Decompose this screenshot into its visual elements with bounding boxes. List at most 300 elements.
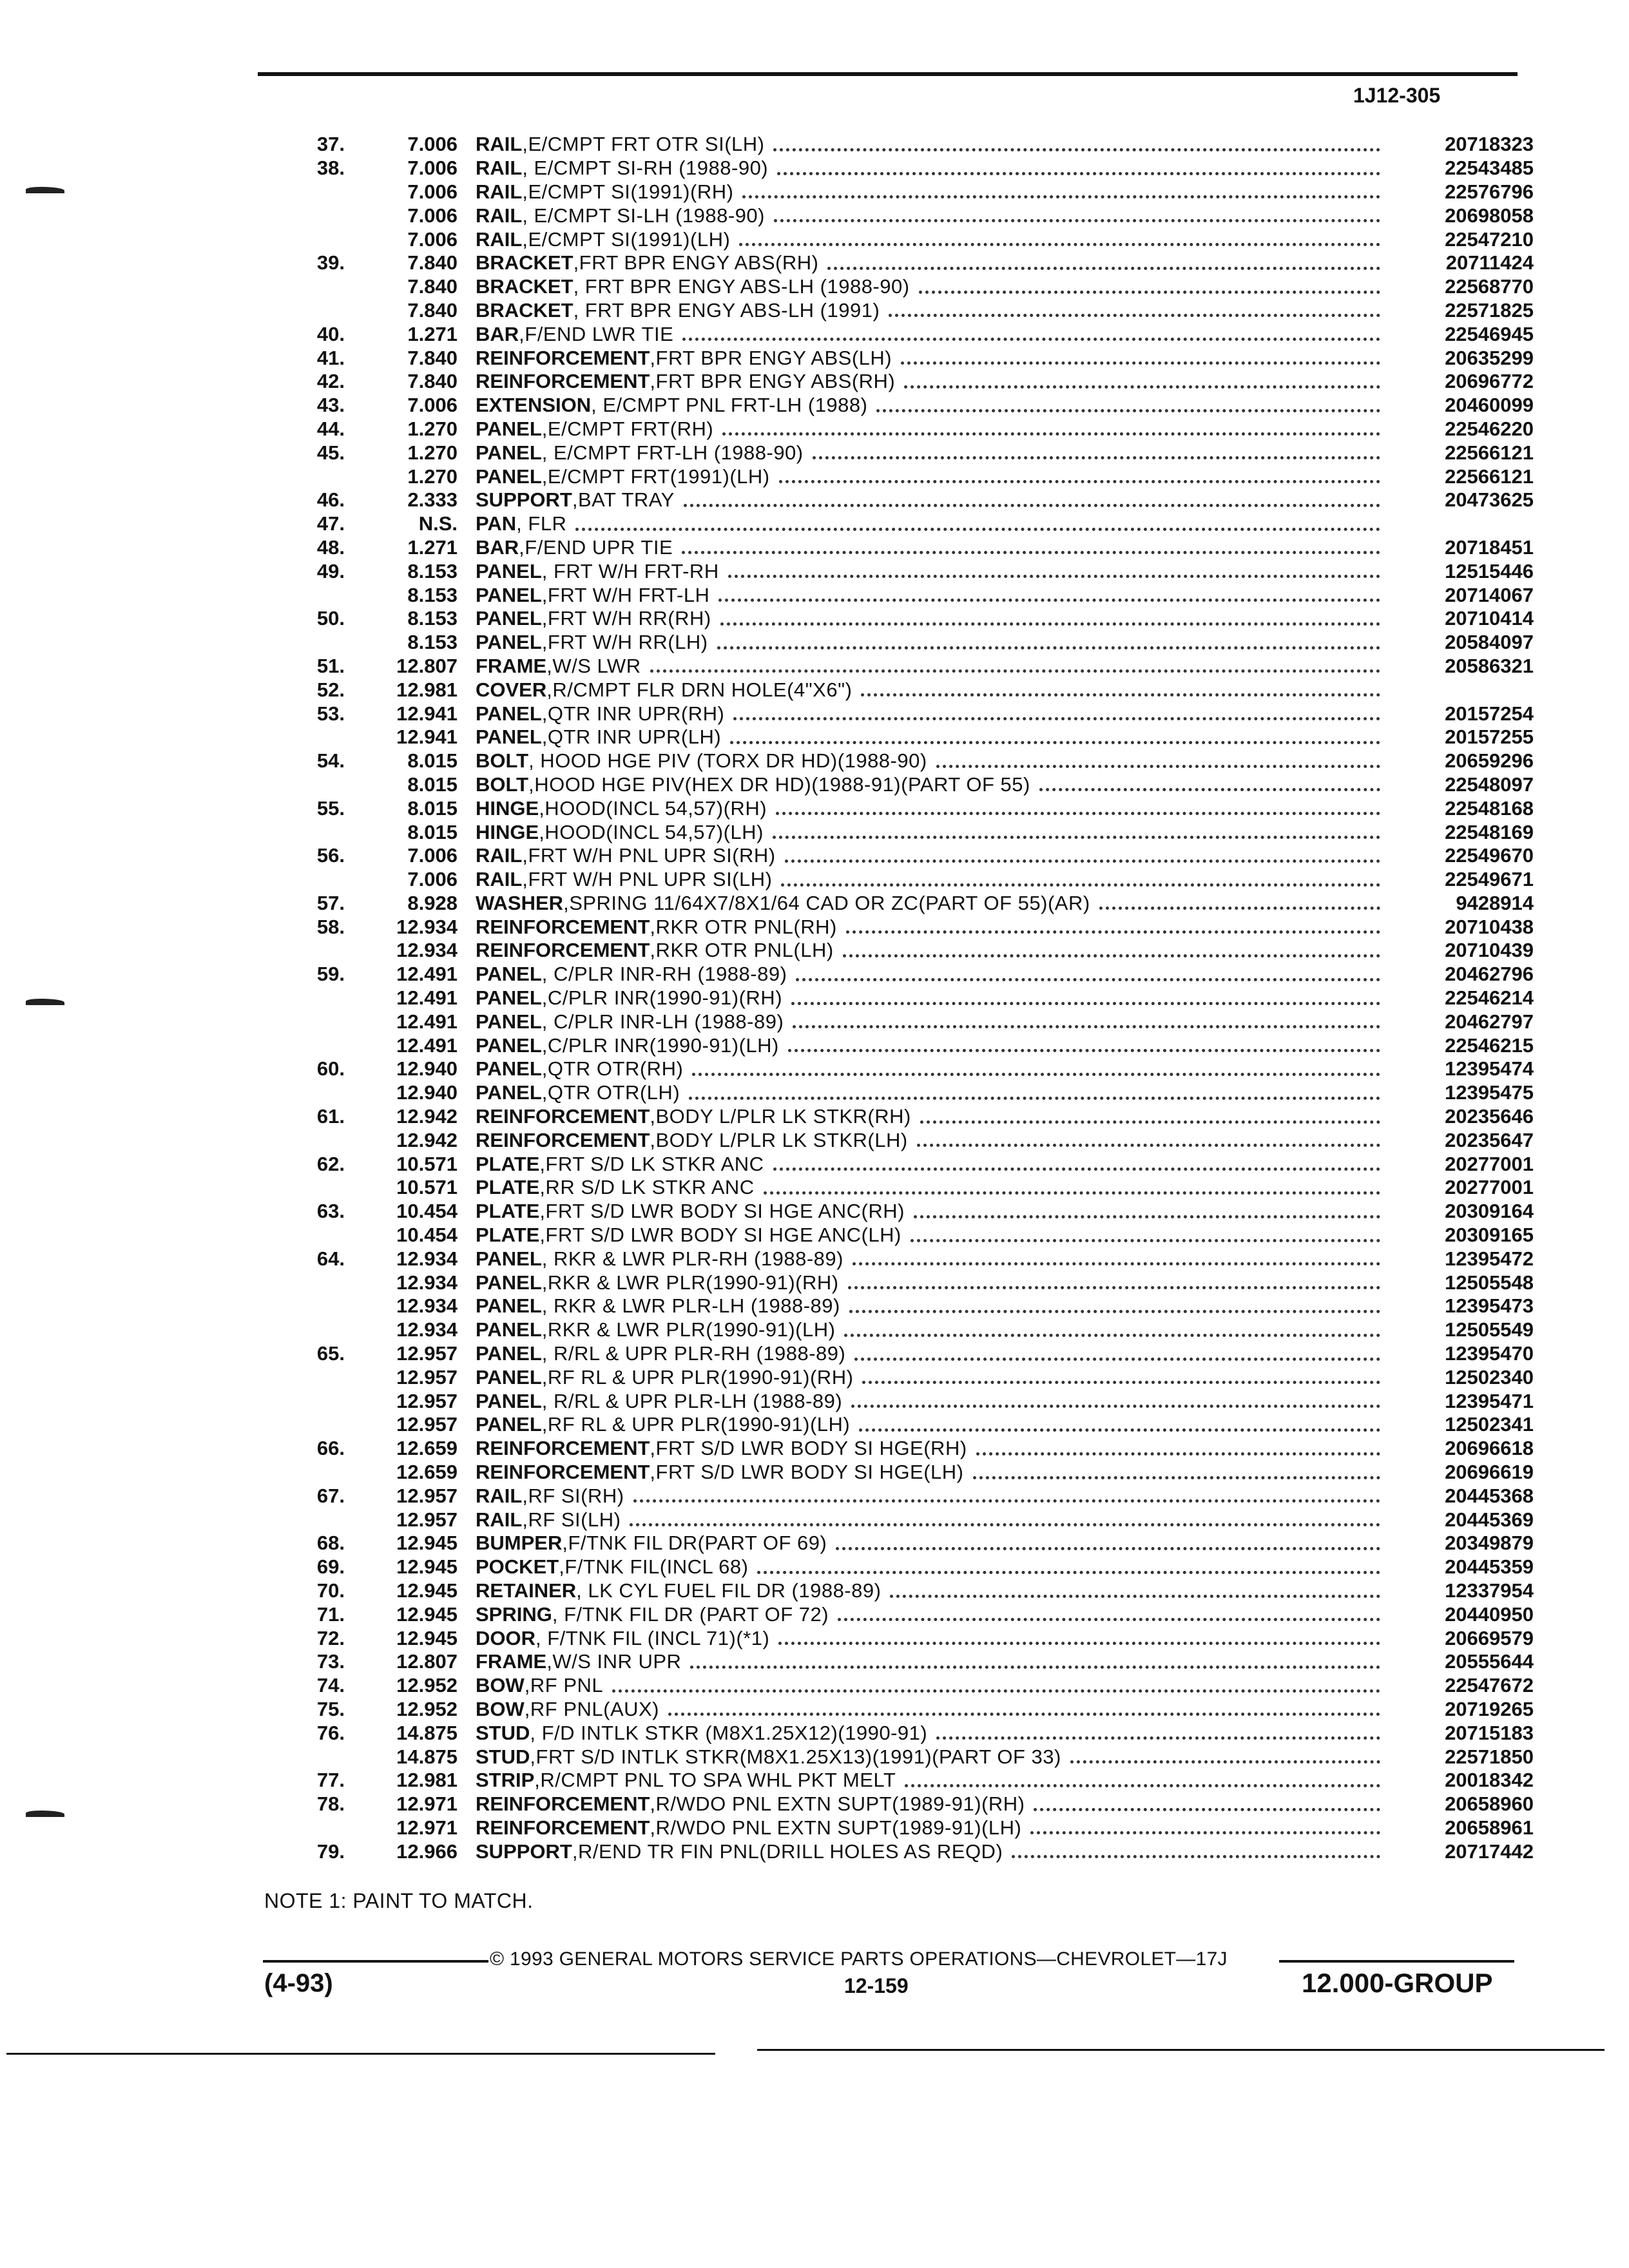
part-description [476, 749, 1392, 773]
part-detail: , LK CYL FUEL FIL DR (1988-89) [576, 1579, 882, 1602]
group-number: 12.491 [396, 1010, 458, 1033]
part-name: REINFORCEMENT [476, 915, 650, 938]
part-row [277, 1792, 1534, 1816]
group-number: 12.957 [396, 1365, 458, 1389]
part-row [277, 1602, 1534, 1626]
part-row [277, 1437, 1534, 1461]
part-description [476, 939, 1392, 962]
dot-leader [1039, 788, 1380, 791]
part-description [476, 986, 1392, 1010]
group-number: 12.934 [396, 939, 458, 962]
part-description [476, 1294, 1392, 1318]
part-detail: ,FRT S/D LWR BODY SI HGE(RH) [650, 1437, 967, 1460]
part-number: 20445368 [1445, 1484, 1534, 1507]
group-number: 12.945 [396, 1602, 458, 1626]
part-description [476, 1057, 1392, 1081]
part-detail: ,F/TNK FIL DR(PART OF 69) [562, 1532, 827, 1555]
part-number: 22548097 [1445, 773, 1534, 796]
dot-leader [862, 1381, 1380, 1384]
part-description [476, 1010, 1392, 1033]
group-number: 12.807 [396, 654, 458, 677]
part-description [476, 631, 1392, 654]
group-number: 12.659 [396, 1437, 458, 1460]
part-name: PANEL [476, 1057, 542, 1081]
part-row [277, 370, 1534, 394]
group-number: 7.006 [407, 180, 458, 203]
part-description [476, 1034, 1392, 1057]
part-number: 20277001 [1445, 1152, 1534, 1175]
group-number: 12.981 [396, 678, 458, 701]
dot-leader [690, 1666, 1380, 1669]
part-description [476, 773, 1392, 796]
part-name: REINFORCEMENT [476, 346, 650, 369]
part-name: COVER [476, 678, 547, 701]
dot-leader [936, 1736, 1380, 1740]
part-row [277, 1816, 1534, 1840]
part-detail: , C/PLR INR-LH (1988-89) [541, 1010, 784, 1033]
part-description [476, 299, 1392, 322]
part-description [476, 1153, 1392, 1176]
part-name: RAIL [476, 1508, 523, 1531]
part-description [476, 275, 1392, 298]
dot-leader [919, 291, 1380, 294]
part-row [277, 251, 1534, 275]
part-row [277, 583, 1534, 607]
group-number: 12.952 [396, 1697, 458, 1720]
part-row [277, 1176, 1534, 1200]
part-name: REINFORCEMENT [476, 1816, 650, 1839]
dot-leader [717, 646, 1380, 649]
part-name: PLATE [476, 1224, 540, 1247]
item-number: 63. [316, 1200, 345, 1223]
part-number: 20555644 [1445, 1650, 1534, 1673]
group-number: 12.981 [396, 1769, 458, 1792]
dot-leader [722, 432, 1380, 436]
part-detail: , F/TNK FIL DR (PART OF 72) [552, 1602, 829, 1626]
group-number: 12.945 [396, 1626, 458, 1649]
group-number: 7.840 [407, 370, 458, 393]
dot-leader [914, 1215, 1380, 1218]
dot-leader [764, 1191, 1380, 1195]
part-number: 20018342 [1445, 1769, 1534, 1792]
part-detail: ,HOOD(INCL 54,57)(RH) [539, 796, 767, 820]
dot-leader [793, 1025, 1380, 1028]
part-detail: ,F/END UPR TIE [519, 535, 673, 559]
group-number: 12.934 [396, 1294, 458, 1318]
part-number: 22546214 [1445, 986, 1534, 1010]
part-description [476, 1224, 1392, 1247]
part-number: 12337954 [1445, 1579, 1534, 1602]
part-detail: ,RF RL & UPR PLR(1990-91)(LH) [541, 1413, 851, 1436]
part-name: REINFORCEMENT [476, 939, 650, 962]
part-name: PANEL [476, 963, 542, 986]
part-name: PLATE [476, 1176, 540, 1199]
part-row [277, 1057, 1534, 1081]
group-number: 12.966 [396, 1840, 458, 1863]
dot-leader [849, 1310, 1380, 1313]
dot-leader [650, 669, 1380, 673]
group-number: 12.957 [396, 1389, 458, 1412]
part-name: PANEL [476, 583, 542, 606]
dot-leader [773, 148, 1380, 151]
part-detail: ,FRT S/D LWR BODY SI HGE ANC(RH) [539, 1200, 905, 1223]
part-description [476, 1413, 1392, 1436]
item-number: 38. [316, 157, 345, 180]
dot-leader [730, 741, 1380, 744]
part-name: BRACKET [476, 251, 574, 274]
dot-leader [788, 1049, 1380, 1052]
part-number: 20714067 [1445, 583, 1534, 606]
part-name: PANEL [476, 1365, 542, 1389]
part-name: SUPPORT [476, 488, 572, 512]
part-description [476, 1200, 1392, 1223]
dot-leader [827, 267, 1380, 270]
part-number: 20717442 [1445, 1840, 1534, 1863]
part-description [476, 204, 1392, 227]
group-number: 12.941 [396, 702, 458, 725]
binder-hole-mark [26, 1811, 64, 1817]
part-description [476, 844, 1392, 867]
item-number: 39. [316, 251, 345, 274]
part-description [476, 1650, 1392, 1673]
part-row [277, 1224, 1534, 1247]
part-name: RAIL [476, 227, 523, 251]
part-detail: ,FRT S/D LWR BODY SI HGE(LH) [650, 1461, 964, 1484]
part-row [277, 1650, 1534, 1674]
dot-leader [739, 243, 1380, 246]
dot-leader [854, 1358, 1380, 1361]
dot-leader [890, 1595, 1380, 1598]
dot-leader [682, 338, 1380, 341]
part-name: BAR [476, 535, 519, 559]
dot-leader [773, 1168, 1380, 1171]
part-name: POCKET [476, 1555, 559, 1579]
part-row [277, 1413, 1534, 1437]
part-detail: ,FRT W/H FRT-LH [541, 583, 710, 606]
part-row [277, 441, 1534, 465]
part-row [277, 1294, 1534, 1318]
part-detail: , E/CMPT PNL FRT-LH (1988) [591, 394, 868, 417]
part-row [277, 773, 1534, 797]
group-number: 8.153 [407, 631, 458, 654]
part-name: REINFORCEMENT [476, 1792, 650, 1816]
part-detail: , F/D INTLK STKR (M8X1.25X12)(1990-91) [530, 1721, 928, 1744]
dot-leader [630, 1523, 1380, 1526]
part-row [277, 915, 1534, 939]
part-name: SPRING [476, 1602, 552, 1626]
part-row [277, 607, 1534, 631]
group-number: 12.934 [396, 1271, 458, 1294]
item-number: 41. [316, 346, 345, 369]
part-number: 22548169 [1445, 820, 1534, 843]
dot-leader [851, 1405, 1380, 1408]
group-number: 1.270 [407, 417, 458, 440]
part-number: 22566121 [1445, 441, 1534, 464]
part-name: WASHER [476, 891, 564, 914]
part-description [476, 180, 1392, 204]
dot-leader [843, 954, 1380, 957]
group-number: 7.840 [407, 275, 458, 298]
part-row [277, 844, 1534, 868]
part-name: SUPPORT [476, 1840, 572, 1863]
part-description [476, 868, 1392, 891]
dot-leader [905, 1784, 1380, 1787]
part-description [476, 1437, 1392, 1460]
dot-leader [813, 456, 1380, 459]
part-description [476, 1769, 1392, 1792]
part-description [476, 916, 1392, 939]
part-row [277, 1389, 1534, 1413]
item-number: 58. [316, 915, 345, 938]
part-detail: ,FRT W/H PNL UPR SI(LH) [522, 868, 773, 891]
part-detail: , HOOD HGE PIV (TORX DR HD)(1988-90) [528, 749, 927, 773]
part-number: 20669579 [1445, 1626, 1534, 1649]
part-number: 22546215 [1445, 1033, 1534, 1057]
part-detail: ,FRT S/D LWR BODY SI HGE ANC(LH) [539, 1224, 901, 1247]
item-number: 56. [316, 844, 345, 867]
part-detail: , RKR & LWR PLR-LH (1988-89) [541, 1294, 840, 1318]
group-number: 1.270 [407, 465, 458, 488]
part-description [476, 418, 1392, 441]
part-detail: ,RKR OTR PNL(RH) [650, 915, 837, 938]
part-row [277, 1318, 1534, 1342]
part-number: 12515446 [1445, 559, 1534, 582]
part-number: 20658961 [1445, 1816, 1534, 1839]
part-description [476, 1342, 1392, 1365]
part-row [277, 227, 1534, 251]
part-row [277, 939, 1534, 963]
part-name: REINFORCEMENT [476, 370, 650, 393]
part-number: 20157255 [1445, 726, 1534, 749]
item-number: 72. [316, 1626, 345, 1649]
group-number: 12.957 [396, 1342, 458, 1365]
group-number: 7.006 [407, 394, 458, 417]
group-number: 12.491 [396, 1033, 458, 1057]
part-name: RAIL [476, 204, 523, 227]
part-detail: ,FRT S/D LK STKR ANC [539, 1152, 764, 1175]
dot-leader [889, 314, 1380, 317]
part-number: 22549671 [1445, 868, 1534, 891]
item-number: 54. [316, 749, 345, 773]
dot-leader [1070, 1760, 1380, 1763]
dot-leader [936, 765, 1380, 768]
part-detail: ,R/END TR FIN PNL(DRILL HOLES AS REQD) [572, 1840, 1003, 1863]
part-row [277, 1840, 1534, 1863]
part-row [277, 1271, 1534, 1294]
group-number: 8.015 [407, 773, 458, 796]
group-number: 12.957 [396, 1484, 458, 1507]
part-name: RAIL [476, 180, 523, 203]
part-number: 20696619 [1445, 1461, 1534, 1484]
part-description [476, 1579, 1392, 1602]
dot-leader [1012, 1855, 1380, 1858]
group-number: 10.454 [396, 1224, 458, 1247]
part-detail: ,HOOD(INCL 54,57)(LH) [539, 820, 764, 843]
part-detail: ,C/PLR INR(1990-91)(RH) [541, 986, 783, 1010]
item-number: 46. [316, 488, 345, 512]
group-number: 7.006 [407, 157, 458, 180]
dot-leader [859, 1428, 1380, 1432]
dot-leader [742, 195, 1380, 198]
part-number: 20710414 [1445, 607, 1534, 630]
part-number: 20445369 [1445, 1508, 1534, 1531]
dot-leader [733, 717, 1380, 720]
part-number: 22546945 [1445, 322, 1534, 345]
part-name: FRAME [476, 654, 547, 677]
part-row [277, 820, 1534, 844]
part-row [277, 678, 1534, 702]
group-number: 7.006 [407, 868, 458, 891]
part-row [277, 702, 1534, 726]
part-row [277, 1081, 1534, 1105]
part-description [476, 251, 1392, 274]
dot-leader [778, 1642, 1380, 1645]
part-name: BOLT [476, 749, 529, 773]
part-number: 20462796 [1445, 963, 1534, 986]
part-detail: ,E/CMPT FRT(RH) [541, 417, 714, 440]
group-number: 12.807 [396, 1650, 458, 1673]
group-number: 12.934 [396, 1247, 458, 1270]
part-detail: ,RKR OTR PNL(LH) [650, 939, 834, 962]
page-id: 1J12-305 [1353, 84, 1441, 107]
bottom-rule-right [757, 2049, 1605, 2051]
part-detail: ,QTR OTR(RH) [541, 1057, 684, 1081]
part-row [277, 1769, 1534, 1792]
part-description [476, 1840, 1392, 1863]
part-detail: ,FRT W/H RR(LH) [541, 631, 708, 654]
part-description [476, 441, 1392, 465]
group-number: 2.333 [407, 488, 458, 512]
part-name: HINGE [476, 796, 539, 820]
footer-rule-right [1279, 1960, 1514, 1963]
group-number: 12.945 [396, 1532, 458, 1555]
part-name: STUD [476, 1745, 530, 1768]
dot-leader [720, 622, 1380, 626]
part-row [277, 299, 1534, 323]
item-number: 37. [316, 133, 345, 156]
group-number: 14.875 [396, 1721, 458, 1744]
item-number: 78. [316, 1792, 345, 1816]
dot-leader [1034, 1808, 1380, 1811]
dot-leader [836, 1547, 1380, 1550]
part-number: 20711424 [1445, 251, 1534, 274]
part-name: RAIL [476, 133, 523, 156]
group-number: 12.491 [396, 963, 458, 986]
part-row [277, 1674, 1534, 1698]
part-row [277, 488, 1534, 512]
group-number: 12.971 [396, 1792, 458, 1816]
part-name: PANEL [476, 702, 542, 725]
item-number: 49. [316, 559, 345, 582]
dot-leader [838, 1618, 1380, 1621]
part-detail: , E/CMPT FRT-LH (1988-90) [541, 441, 804, 464]
part-row [277, 394, 1534, 418]
part-description [476, 323, 1392, 346]
dot-leader [973, 1476, 1380, 1479]
group-label: 12.000-GROUP [1302, 1968, 1493, 1998]
part-description [476, 1318, 1392, 1341]
dot-leader [876, 409, 1380, 412]
part-row [277, 180, 1534, 204]
part-row [277, 986, 1534, 1010]
part-row [277, 892, 1534, 916]
part-name: RAIL [476, 1484, 523, 1507]
part-description [476, 465, 1392, 488]
part-number: 20586321 [1445, 654, 1534, 677]
part-name: RAIL [476, 868, 523, 891]
group-number: 1.270 [407, 441, 458, 464]
part-number: 20309165 [1445, 1224, 1534, 1247]
part-row [277, 1721, 1534, 1745]
part-row [277, 1128, 1534, 1152]
part-name: PANEL [476, 986, 542, 1010]
part-name: PANEL [476, 441, 542, 464]
part-detail: ,R/WDO PNL EXTN SUPT(1989-91)(LH) [650, 1816, 1022, 1839]
part-detail: ,RF PNL [524, 1674, 604, 1697]
group-number: 12.940 [396, 1057, 458, 1081]
part-row [277, 655, 1534, 678]
part-number: 22546220 [1445, 417, 1534, 440]
part-row [277, 536, 1534, 560]
part-detail: ,R/WDO PNL EXTN SUPT(1989-91)(RH) [650, 1792, 1025, 1816]
item-number: 75. [316, 1697, 345, 1720]
part-name: PANEL [476, 559, 542, 582]
part-number: 20235646 [1445, 1105, 1534, 1128]
part-row [277, 346, 1534, 370]
copyright-line: © 1993 GENERAL MOTORS SERVICE PARTS OPERATIONS—CHEVROLET—17J [490, 1948, 1228, 1970]
part-number: 12505548 [1445, 1271, 1534, 1294]
group-number: 7.006 [407, 133, 458, 156]
part-number: 12395473 [1445, 1294, 1534, 1318]
group-number: 12.941 [396, 726, 458, 749]
part-name: BAR [476, 322, 519, 345]
part-detail: , FRT BPR ENGY ABS-LH (1988-90) [573, 275, 910, 298]
dot-leader [718, 599, 1380, 602]
part-number: 12395474 [1445, 1057, 1534, 1081]
part-detail: , E/CMPT SI-RH (1988-90) [522, 157, 769, 180]
part-name: DOOR [476, 1626, 535, 1649]
item-number: 73. [316, 1650, 345, 1673]
part-number: 20445359 [1445, 1555, 1534, 1579]
part-number: 22547672 [1445, 1674, 1534, 1697]
dot-leader [728, 575, 1380, 578]
part-detail: , RKR & LWR PLR-RH (1988-89) [541, 1247, 843, 1270]
part-description [476, 1390, 1392, 1413]
group-number: 12.957 [396, 1413, 458, 1436]
item-number: 48. [316, 535, 345, 559]
part-name: PANEL [476, 1271, 542, 1294]
part-name: PANEL [476, 631, 542, 654]
dot-leader [848, 1286, 1380, 1289]
part-row [277, 275, 1534, 299]
part-row [277, 1105, 1534, 1129]
item-number: 65. [316, 1342, 345, 1365]
item-number: 61. [316, 1105, 345, 1128]
group-number: 8.015 [407, 749, 458, 773]
part-description [476, 1603, 1392, 1626]
item-number: 66. [316, 1437, 345, 1460]
part-description [476, 1698, 1392, 1721]
part-detail: ,E/CMPT SI(1991)(RH) [522, 180, 734, 203]
part-detail: ,F/TNK FIL(INCL 68) [559, 1555, 749, 1579]
part-detail: ,BODY L/PLR LK STKR(LH) [650, 1128, 908, 1151]
group-number: 12.957 [396, 1508, 458, 1531]
part-number: 20440950 [1445, 1602, 1534, 1626]
group-number: 8.015 [407, 796, 458, 820]
part-name: STRIP [476, 1769, 535, 1792]
group-number: 7.840 [407, 251, 458, 274]
item-number: 70. [316, 1579, 345, 1602]
